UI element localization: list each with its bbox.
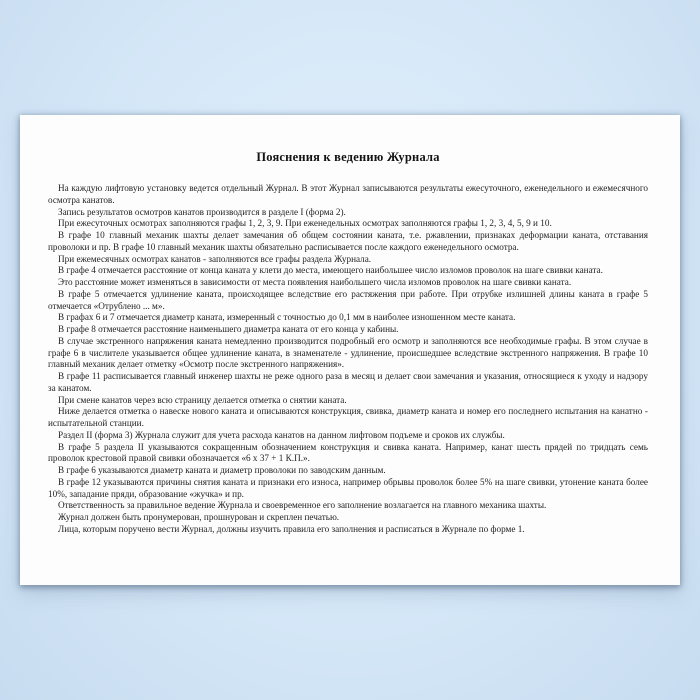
paragraph: Ответственность за правильное ведение Журнала и своевременное его заполнение возлагается на главного механика шахты. [58,500,547,511]
paragraph: Раздел II (форма 3) Журнала служит для учета расхода канатов на данном лифтовом подъеме и сроков их службы. [58,429,505,440]
paragraph: Ниже делается отметка о навеске нового каната и описываются конструкция, свивка, диаметр каната и номер его последнего испытания на канатно - испытательной станции. [48,406,648,428]
paragraph: На каждую лифтовую установку ведется отдельный Журнал. В этот Журнал записываются результаты ежесуточного, еженедельного и ежемесячного осмотра канатов. [48,183,648,205]
paragraph: В графе 10 главный механик шахты делает замечания об общем состоянии каната, т.е. ржавлении, признаках деформации каната, отставания проволоки и пр. В графе 10 главный механик шахты обязательно расписывается после каждого еженедельного осмотра. [48,230,648,252]
paragraph: В графе 12 указываются причины снятия каната и признаки его износа, например обрывы проволок более 5% на шаге свивки, утонение каната более 10%, западание пряди, образование «жучка» и пр. [48,476,648,499]
document-title: Пояснения к ведению Журнала [256,150,440,164]
paragraph: В графе 5 отмечается удлинение каната, происходящее вследствие его растяжения при работе. При отрубке излишней длины каната в графе 5 отмечается «Отрублено ... м». [48,288,648,311]
paragraph: В случае экстренного напряжения каната немедленно производится подробный его осмотр и заполняются все необходимые графы. В этом случае в графе 6 в числителе указывается общее удлинение каната, в знаменателе - удлинение, происшедшее вследствие экстренного напряжения. В графе 10 главный механик делает отметку «Осмотр после экстренного напряжения». [48,335,648,370]
paragraph: В графе 4 отмечается расстояние от конца каната у клети до места, имеющего наибольшее число изломов проволок на шаге свивки каната. [58,265,603,276]
document-page [20,115,680,585]
paragraph: При ежесуточных осмотрах заполняются графы 1, 2, 3, 9. При еженедельных осмотрах заполняются графы 1, 2, 3, 4, 5, 9 и 10. [58,218,552,229]
paragraph: В графе 6 указываются диаметр каната и диаметр проволоки по заводским данным. [58,465,386,475]
paragraph: При смене канатов через всю страницу делается отметка о снятии каната. [58,394,347,405]
paragraph: Лица, которым поручено вести Журнал, должны изучить правила его заполнения и расписаться в Журнале по форме 1. [58,523,525,534]
paragraph: В графе 11 расписывается главный инженер шахты не реже одного раза в месяц и делает свои замечания и указания, относящиеся к уходу и надзору за канатом. [48,371,648,393]
paragraph: Запись результатов осмотров канатов производится в разделе I (форма 2). [58,206,346,217]
paragraph: В графе 5 раздела II указываются сокращенным обозначением конструкция и свивка каната. Например, канат шесть прядей по тридцать семь проволок крестовой правой свивки обозначается «6 х 37 + 1 К.П.». [48,441,648,464]
paragraph: При ежемесячных осмотрах канатов - заполняются все графы раздела Журнала. [58,253,372,264]
paragraph: В графе 8 отмечается расстояние наименьшего диаметра каната от его конца у кабины. [58,324,399,334]
paragraph: В графах 6 и 7 отмечается диаметр каната, измеренный с точностью до 0,1 мм в наиболее изношенном месте каната. [58,312,516,323]
paragraph: Это расстояние может изменяться в зависимости от места появления наибольшего числа изломов проволок на шаге свивки каната. [58,277,572,287]
paragraph: Журнал должен быть пронумерован, прошнурован и скреплен печатью. [58,512,340,522]
document-body [48,183,648,536]
